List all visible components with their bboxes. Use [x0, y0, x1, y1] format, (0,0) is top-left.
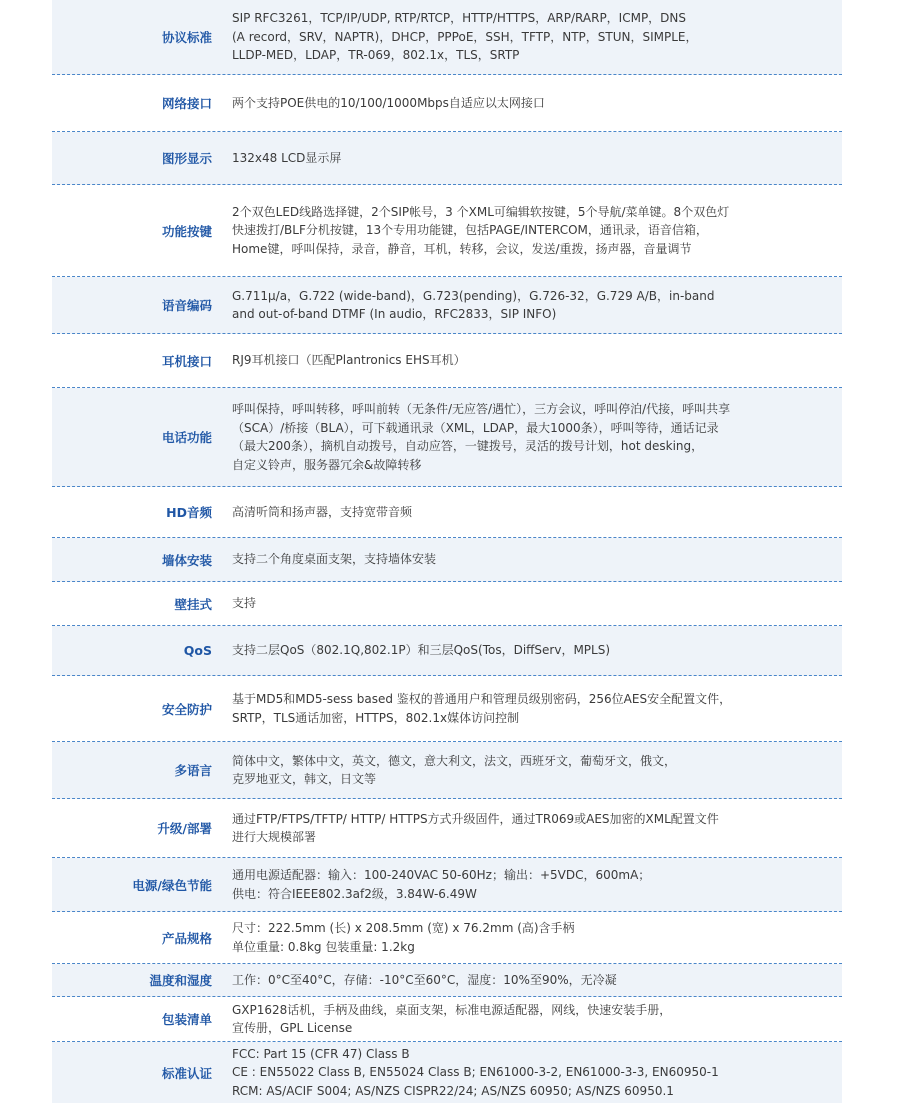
spec-value: RJ9耳机接口（匹配Plantronics EHS耳机） — [232, 353, 466, 368]
spec-label: 语音编码 — [161, 298, 212, 313]
spec-label: 产品规格 — [161, 930, 212, 946]
spec-label: 电话功能 — [161, 430, 212, 445]
spec-label: HD音频 — [166, 505, 212, 520]
spec-label: 温度和湿度 — [149, 973, 212, 988]
spec-label: 耳机接口 — [161, 353, 212, 369]
spec-row-upgrade — [52, 799, 842, 858]
spec-value: FCC: Part 15 (CFR 47) Class B CE : EN55022 Class B, EN55024 Class B; EN61000-3-2, EN61000-3-3, EN60950-1 RCM: AS/ACIF S004; AS/NZS CISPR22/24; AS/NZS 60950; AS/NZS 60950.1 — [232, 1046, 719, 1098]
spec-label: 网络接口 — [161, 96, 212, 111]
spec-row-languages — [52, 742, 842, 799]
spec-label: 多语言 — [174, 763, 212, 778]
spec-row-network — [52, 75, 842, 132]
spec-label: 壁挂式 — [174, 596, 212, 612]
spec-row-display — [52, 132, 842, 185]
spec-value: 高清听筒和扬声器，支持宽带音频 — [232, 504, 413, 519]
spec-value: 132x48 LCD显示屏 — [232, 150, 342, 165]
spec-label: 包装清单 — [161, 1012, 212, 1027]
spec-row-dimensions — [52, 912, 842, 964]
spec-row-headset — [52, 334, 842, 388]
spec-value: 支持二层QoS（802.1Q,802.1P）和三层QoS(Tos，DiffServ，MPLS) — [232, 643, 611, 658]
spec-row-codecs — [52, 277, 842, 334]
spec-label: 图形显示 — [161, 151, 212, 166]
spec-row-package — [52, 997, 842, 1042]
spec-row-hd-audio — [52, 487, 842, 538]
spec-row-protocols — [52, 0, 842, 75]
spec-row-qos — [52, 626, 842, 676]
spec-row-telephony — [52, 388, 842, 487]
spec-value: 两个支持POE供电的10/100/1000Mbps自适应以太网接口 — [232, 95, 545, 110]
spec-label: 协议标准 — [161, 30, 212, 45]
spec-value: 工作：0°C至40°C，存储：-10°C至60°C，湿度：10%至90%，无冷凝 — [232, 972, 617, 987]
spec-value: GXP1628话机，手柄及曲线，桌面支架，标准电源适配器，网线，快速安装手册， 宣传册，GPL License — [232, 1002, 672, 1035]
spec-row-temperature — [52, 964, 842, 997]
spec-label: 功能按键 — [161, 223, 212, 239]
spec-row-power — [52, 858, 842, 912]
spec-value: G.711μ/a，G.722 (wide-band)，G.723(pending)，G.726-32，G.729 A/B，in-band and out-of-band DTMF (In audio，RFC2833，SIP INFO) — [232, 288, 715, 321]
spec-label: 电源/绿色节能 — [132, 877, 212, 893]
spec-value: 基于MD5和MD5-sess based 鉴权的普通用户和管理员级别密码，256位AES安全配置文件， SRTP，TLS通话加密，HTTPS，802.1x媒体访问控制 — [232, 692, 732, 725]
spec-row-certifications — [52, 1042, 842, 1103]
spec-row-keys — [52, 185, 842, 277]
spec-label: 标准认证 — [161, 1065, 212, 1081]
spec-label: 墙体安装 — [161, 552, 212, 568]
spec-label: 升级/部署 — [157, 821, 212, 836]
spec-row-wall-mount — [52, 538, 842, 582]
spec-label: 安全防护 — [161, 701, 212, 717]
spec-value: 支持二个角度桌面支架，支持墙体安装 — [232, 552, 437, 567]
spec-value: 通用电源适配器：输入：100-240VAC 50-60Hz；输出：+5VDC，600mA； 供电：符合IEEE802.3af2级，3.84W-6.49W — [232, 868, 651, 901]
spec-value: SIP RFC3261，TCP/IP/UDP, RTP/RTCP，HTTP/HTTPS，ARP/RARP，ICMP，DNS (A record，SRV，NAPTR)，DHCP，PPPoE，SSH，TFTP，NTP，STUN，SIMPLE， LLDP-MED，LDAP，TR-069，802.1x，TLS，SRTP — [232, 11, 698, 63]
spec-label: QoS — [183, 643, 212, 658]
spec-value: 2个双色LED线路选择键，2个SIP帐号，3 个XML可编辑软按键，5个导航/菜单键。8个双色灯 快速拨打/BLF分机按键，13个专用功能键，包括PAGE/INTERCOM，通讯录，语音信箱， Home键，呼叫保持，录音，静音，耳机，转移，会议，发送/重拨，扬声器，音量调节 — [232, 204, 730, 256]
spec-value: 通过FTP/FTPS/TFTP/ HTTP/ HTTPS方式升级固件，通过TR069或AES加密的XML配置文件 进行大规模部署 — [232, 811, 719, 844]
spec-row-wall-hanging — [52, 582, 842, 626]
spec-row-security — [52, 676, 842, 742]
spec-value: 呼叫保持，呼叫转移，呼叫前转（无条件/无应答/遇忙），三方会议，呼叫停泊/代接，呼叫共享 （SCA）/桥接（BLA），可下载通讯录（XML，LDAP，最大1000条），呼叫等待，通话记录 （最大200条），摘机自动拨号，自动应答，一键拨号，灵活的拨号计划，hot desking， 自定义铃声，服务器冗余&故障转移 — [232, 402, 731, 472]
spec-value: 支持 — [232, 596, 257, 611]
spec-table — [52, 0, 842, 1103]
spec-value: 简体中文，繁体中文，英文，德文，意大利文，法文，西班牙文，葡萄牙文，俄文， 克罗地亚文，韩文，日文等 — [232, 753, 677, 786]
spec-value: 尺寸：222.5mm (长) x 208.5mm (宽) x 76.2mm (高)含手柄 单位重量: 0.8kg 包装重量: 1.2kg — [232, 921, 575, 954]
